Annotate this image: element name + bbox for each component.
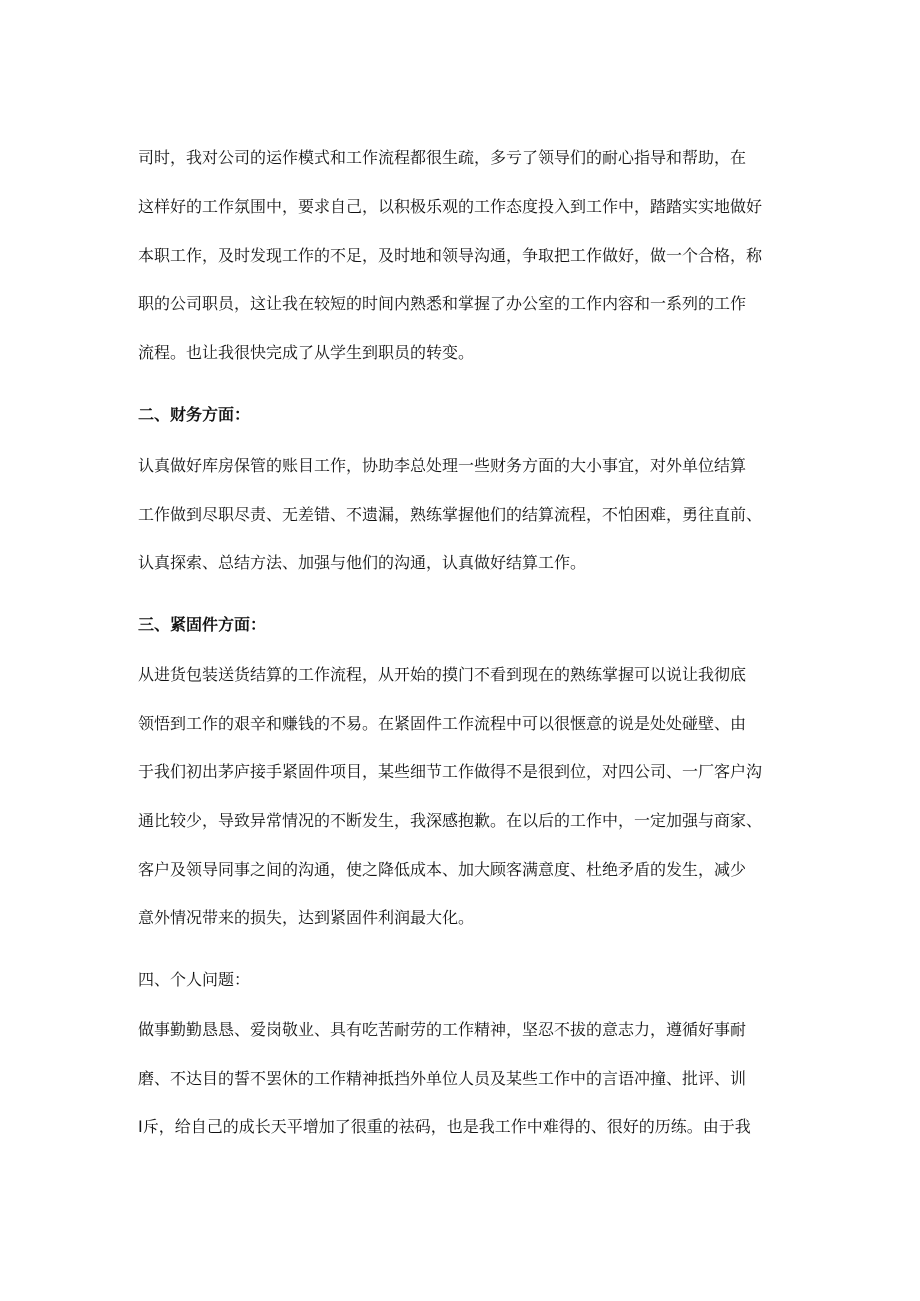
paragraph-line: 磨、不达目的誓不罢休的工作精神抵挡外单位人员及某些工作中的言语冲撞、批评、训 (138, 1069, 747, 1088)
paragraph-line: 领悟到工作的艰辛和赚钱的不易。在紧固件工作流程中可以很惬意的说是处处碰壁、由 (138, 714, 747, 733)
paragraph-line: 本职工作，及时发现工作的不足，及时地和领导沟通，争取把工作做好，做一个合格，称 (138, 246, 763, 265)
paragraph-line: 通比较少，导致异常情况的不断发生，我深感抱歉。在以后的工作中，一定加强与商家、 (138, 811, 763, 830)
paragraph-line: 认真探索、总结方法、加强与他们的沟通，认真做好结算工作。 (138, 553, 587, 572)
paragraph-line: 职的公司职员，这让我在较短的时间内熟悉和掌握了办公室的工作内容和一系列的工作 (138, 294, 747, 313)
paragraph-line: 流程。也让我很快完成了从学生到职员的转变。 (138, 343, 475, 362)
section-heading-finance: 二、财务方面： (138, 405, 251, 424)
paragraph-line: 司时，我对公司的运作模式和工作流程都很生疏，多亏了领导们的耐心指导和帮助，在 (138, 148, 747, 167)
paragraph-line: 做事勤勤恳恳、爱岗敬业、具有吃苦耐劳的工作精神，坚忍不拔的意志力，遵循好事耐 (138, 1020, 747, 1039)
paragraph-line: 意外情况带来的损失，达到紧固件利润最大化。 (138, 908, 475, 927)
paragraph-line: 客户及领导同事之间的沟通，使之降低成本、加大顾客满意度、杜绝矛盾的发生，减少 (138, 860, 747, 879)
paragraph-line: 从进货包装送货结算的工作流程，从开始的摸门不看到现在的熟练掌握可以说让我彻底 (138, 665, 747, 684)
paragraph-line: 工作做到尽职尽责、无差错、不遗漏，熟练掌握他们的结算流程，不怕困难，勇往直前、 (138, 505, 763, 524)
paragraph-line: 这样好的工作氛围中，要求自己，以积极乐观的工作态度投入到工作中，踏踏实实地做好 (138, 197, 763, 216)
section-heading-fasteners: 三、紧固件方面： (138, 615, 267, 634)
paragraph-line: 认真做好库房保管的账目工作，协助李总处理一些财务方面的大小事宜，对外单位结算 (138, 456, 747, 475)
section-heading-personal: 四、个人问题： (138, 970, 251, 989)
paragraph-line: 于我们初出茅庐接手紧固件项目，某些细节工作做得不是很到位，对四公司、一厂客户沟 (138, 762, 763, 781)
paragraph-line: I斥，给自己的成长天平增加了很重的祛码，也是我工作中难得的、很好的历练。由于我 (138, 1117, 751, 1136)
